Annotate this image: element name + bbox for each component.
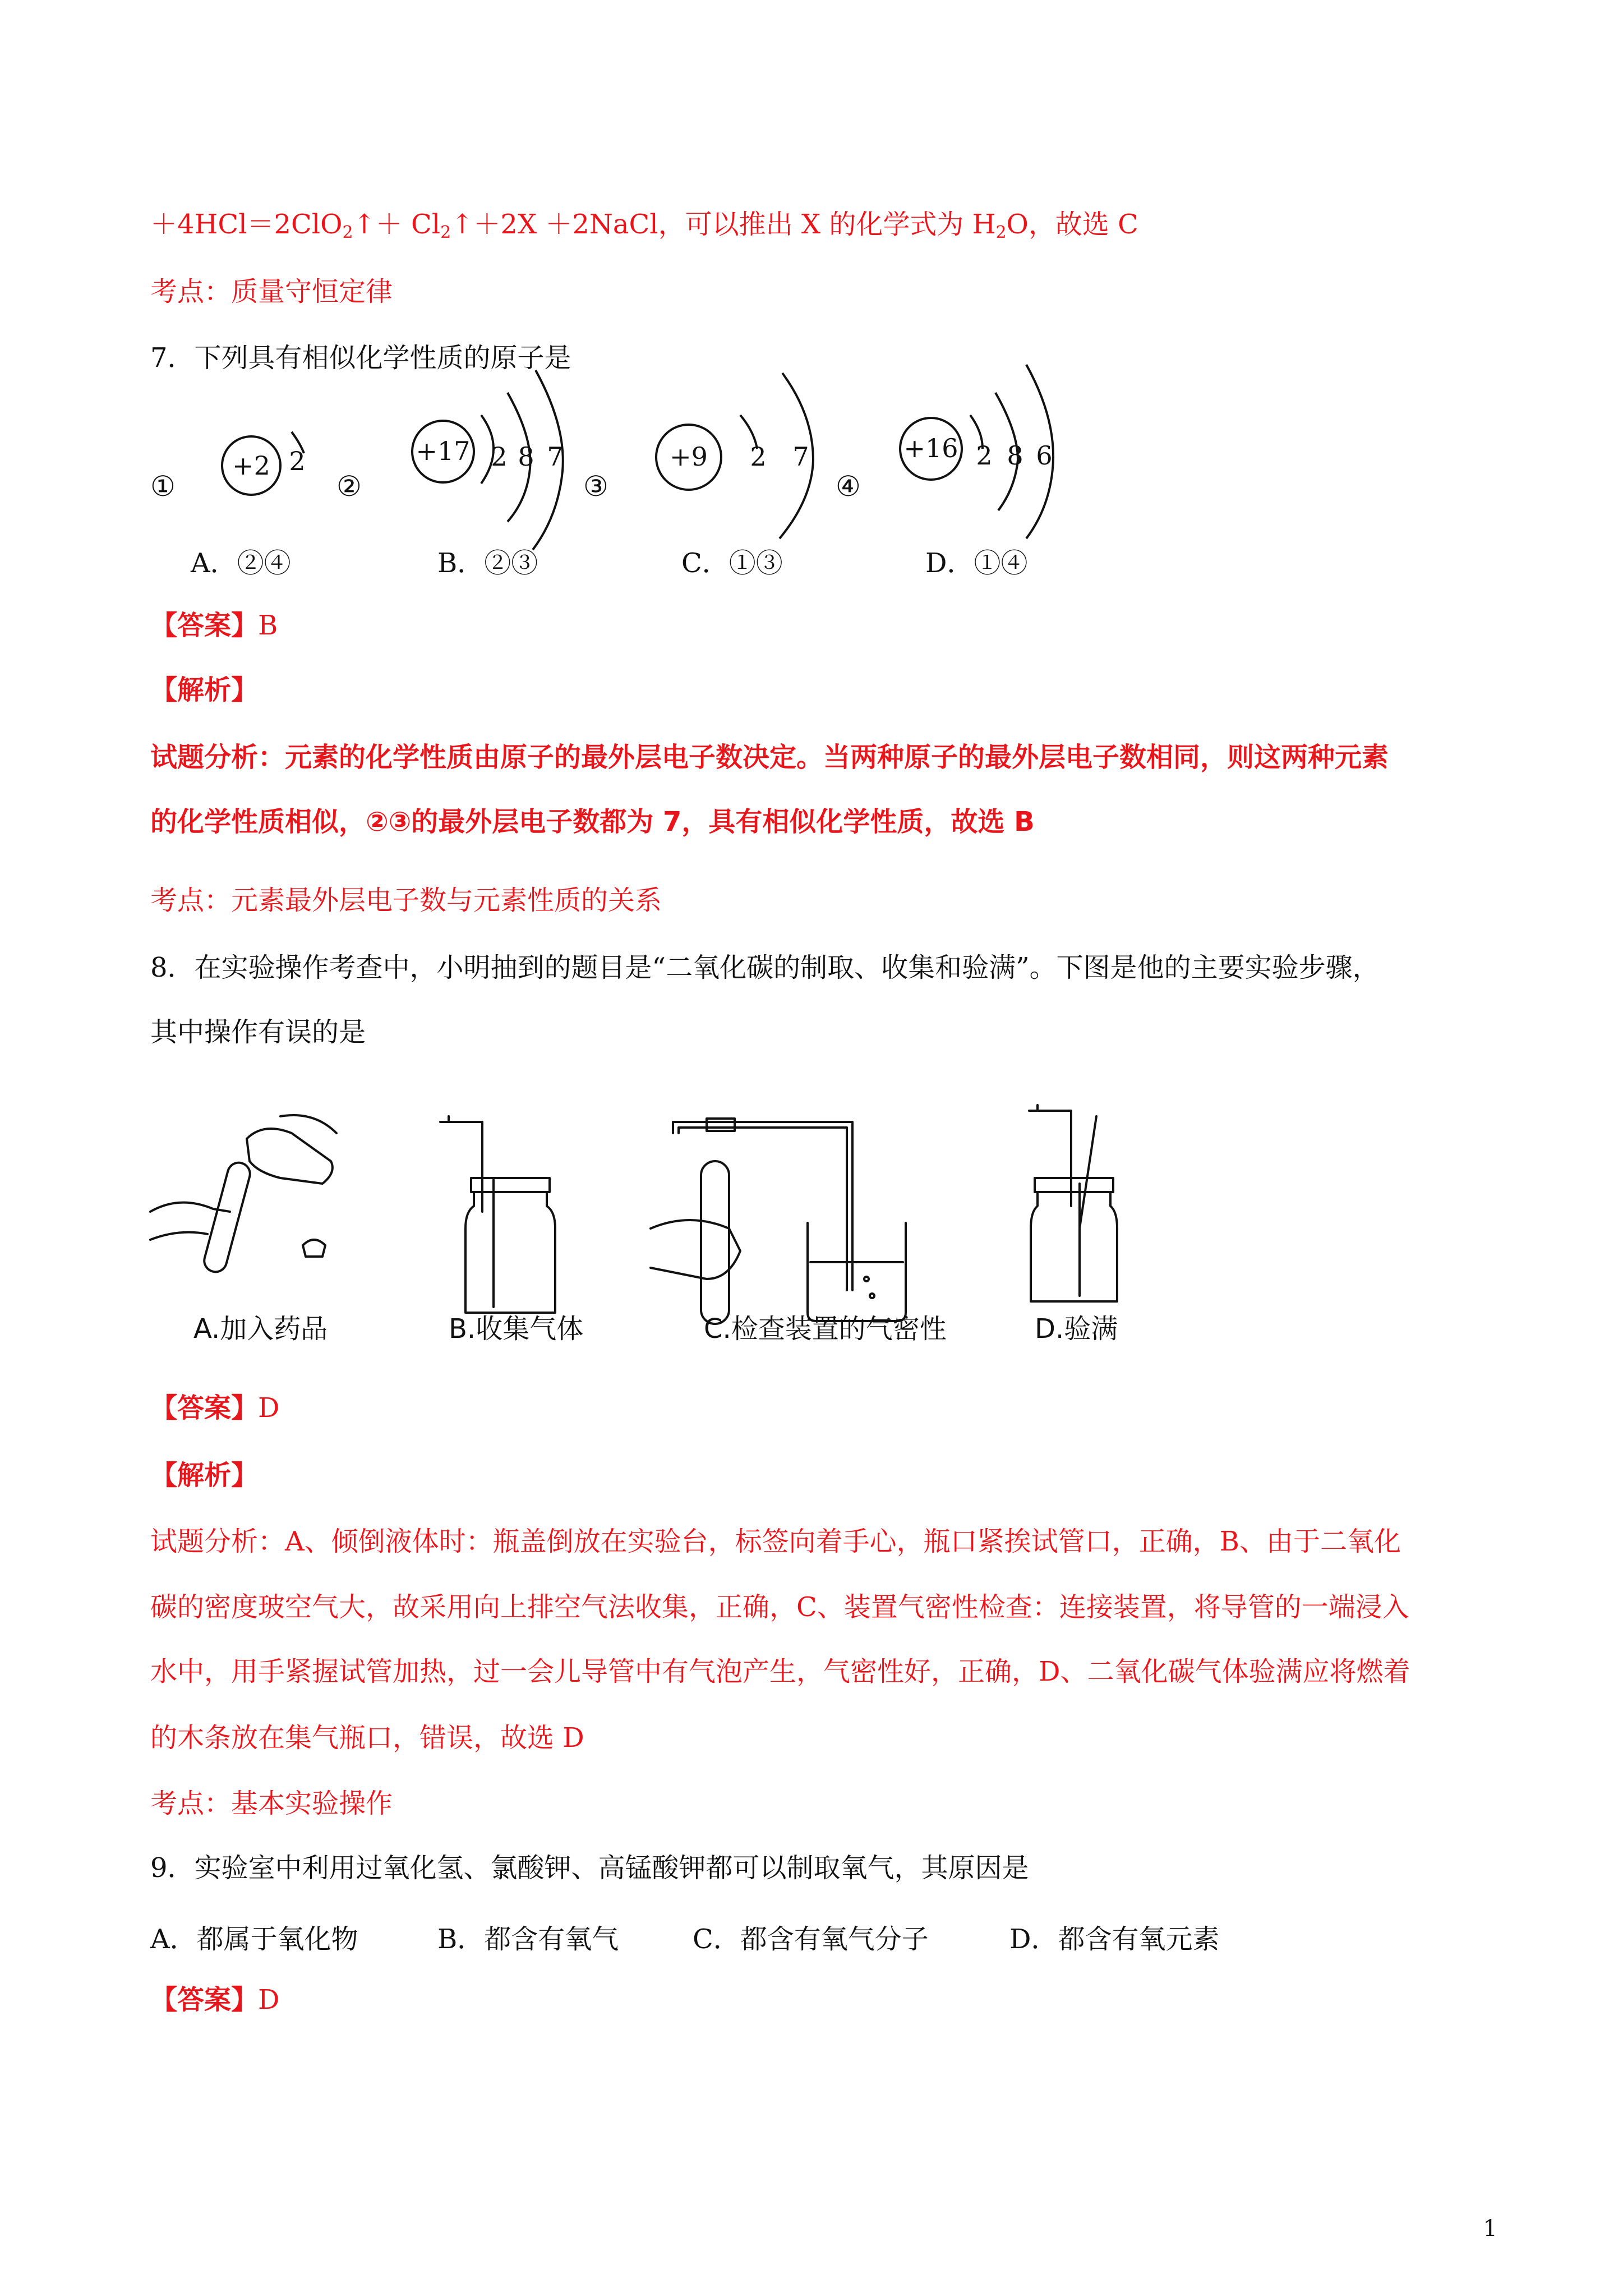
- answer-9-label: 【答案】: [150, 1984, 259, 2016]
- answer-7-label: 【答案】: [150, 610, 259, 641]
- jiexi-8: 【解析】: [150, 1460, 259, 1491]
- answer-7: [150, 609, 278, 642]
- question-9: 9．实验室中利用过氧化氢、氯酸钾、高锰酸钾都可以制取氧气，其原因是: [150, 1852, 1029, 1884]
- figure-caption-c: C.检查装置的气密性: [704, 1313, 947, 1345]
- q7-option-d: D．①④: [925, 547, 1028, 579]
- circled-label-2: ②: [336, 470, 362, 503]
- q9-option-a: A．都属于氧化物: [150, 1924, 358, 1955]
- atom-diagrams: [0, 0, 1623, 617]
- equation-line: ＋4HCl＝2ClO$_2$↑＋ $Cl_2↑+2X$ ＋2NaCl，可以推出 X 的化学式为 $H_2O$，故选 C: [150, 209, 1138, 242]
- circled-label-4: ④: [836, 470, 861, 503]
- answer-9-value: D: [258, 1984, 280, 2016]
- analysis-8-line-2: 碳的密度玻空气大，故采用向上排空气法收集，正确，C、装置气密性检查：连接装置，将导管的一端浸入: [150, 1591, 1409, 1623]
- kaodian-6: 考点：质量守恒定律: [150, 276, 393, 307]
- page-number: 1: [1483, 2216, 1497, 2242]
- figure-caption-a: A.加入药品: [193, 1313, 328, 1345]
- question-7: 7．下列具有相似化学性质的原子是: [150, 342, 571, 374]
- answer-8-value: D: [258, 1392, 280, 1424]
- question-8-line-2: 其中操作有误的是: [150, 1016, 366, 1048]
- shell-count-2-1: 2: [491, 441, 508, 472]
- question-8-line-1: 8．在实验操作考查中，小明抽到的题目是“二氧化碳的制取、收集和验满”。下图是他的主要实验步骤，: [150, 952, 1380, 983]
- analysis-8-line-1: 试题分析：A、倾倒液体时：瓶盖倒放在实验台，标签向着手心，瓶口紧挨试管口，正确，B、由于二氧化: [150, 1526, 1401, 1557]
- shell-count-1-1: 2: [289, 446, 306, 476]
- shell-count-2-2: 8: [518, 441, 534, 472]
- analysis-8-line-3: 水中，用手紧握试管加热，过一会儿导管中有气泡产生，气密性好，正确，D、二氧化碳气体验满应将燃着: [150, 1656, 1410, 1687]
- answer-7-value: B: [258, 610, 278, 641]
- answer-9: [150, 1983, 280, 2017]
- experiment-figure: [0, 1099, 1623, 1335]
- answer-8-label: 【答案】: [150, 1392, 259, 1424]
- shell-count-4-2: 8: [1007, 440, 1023, 471]
- figure-a-pouring: [150, 1115, 336, 1274]
- answer-8: [150, 1391, 280, 1425]
- q9-option-b: B．都含有氧气: [437, 1924, 619, 1955]
- kaodian-7: 考点：元素最外层电子数与元素性质的关系: [150, 885, 662, 916]
- shell-count-3-2: 7: [792, 441, 809, 472]
- figure-d-full-check: [1029, 1105, 1117, 1301]
- nucleus-label-3: +9: [670, 441, 708, 472]
- nucleus-label-2: +17: [416, 436, 471, 466]
- q7-option-b: B．②③: [437, 547, 538, 579]
- circled-label-1: ①: [150, 470, 176, 503]
- kaodian-8: 考点：基本实验操作: [150, 1788, 393, 1819]
- shell-count-4-3: 6: [1036, 440, 1053, 471]
- figure-caption-b: B.收集气体: [449, 1313, 584, 1345]
- jiexi-7: 【解析】: [150, 674, 259, 706]
- q9-option-d: D．都含有氧元素: [1009, 1924, 1220, 1955]
- nucleus-label-4: +16: [903, 433, 958, 463]
- figure-b-collection: [440, 1116, 555, 1313]
- shell-count-2-3: 7: [547, 441, 564, 472]
- figure-c-airtightness: [651, 1119, 906, 1324]
- analysis-7-line-1: 试题分析：元素的化学性质由原子的最外层电子数决定。当两种原子的最外层电子数相同，则这两种元素: [150, 742, 1389, 773]
- shell-count-4-1: 2: [976, 440, 993, 471]
- circled-label-3: ③: [583, 470, 608, 503]
- q7-option-c: C．①③: [681, 547, 783, 579]
- shell-count-3-1: 2: [750, 441, 767, 472]
- analysis-7-line-2: 的化学性质相似，②③的最外层电子数都为 7，具有相似化学性质，故选 B: [150, 806, 1035, 838]
- q7-option-a: A．②④: [191, 547, 291, 579]
- analysis-8-line-4: 的木条放在集气瓶口，错误，故选 D: [150, 1722, 584, 1754]
- figure-caption-d: D.验满: [1035, 1313, 1118, 1345]
- nucleus-label-1: +2: [232, 450, 270, 481]
- q9-option-c: C．都含有氧气分子: [693, 1924, 929, 1955]
